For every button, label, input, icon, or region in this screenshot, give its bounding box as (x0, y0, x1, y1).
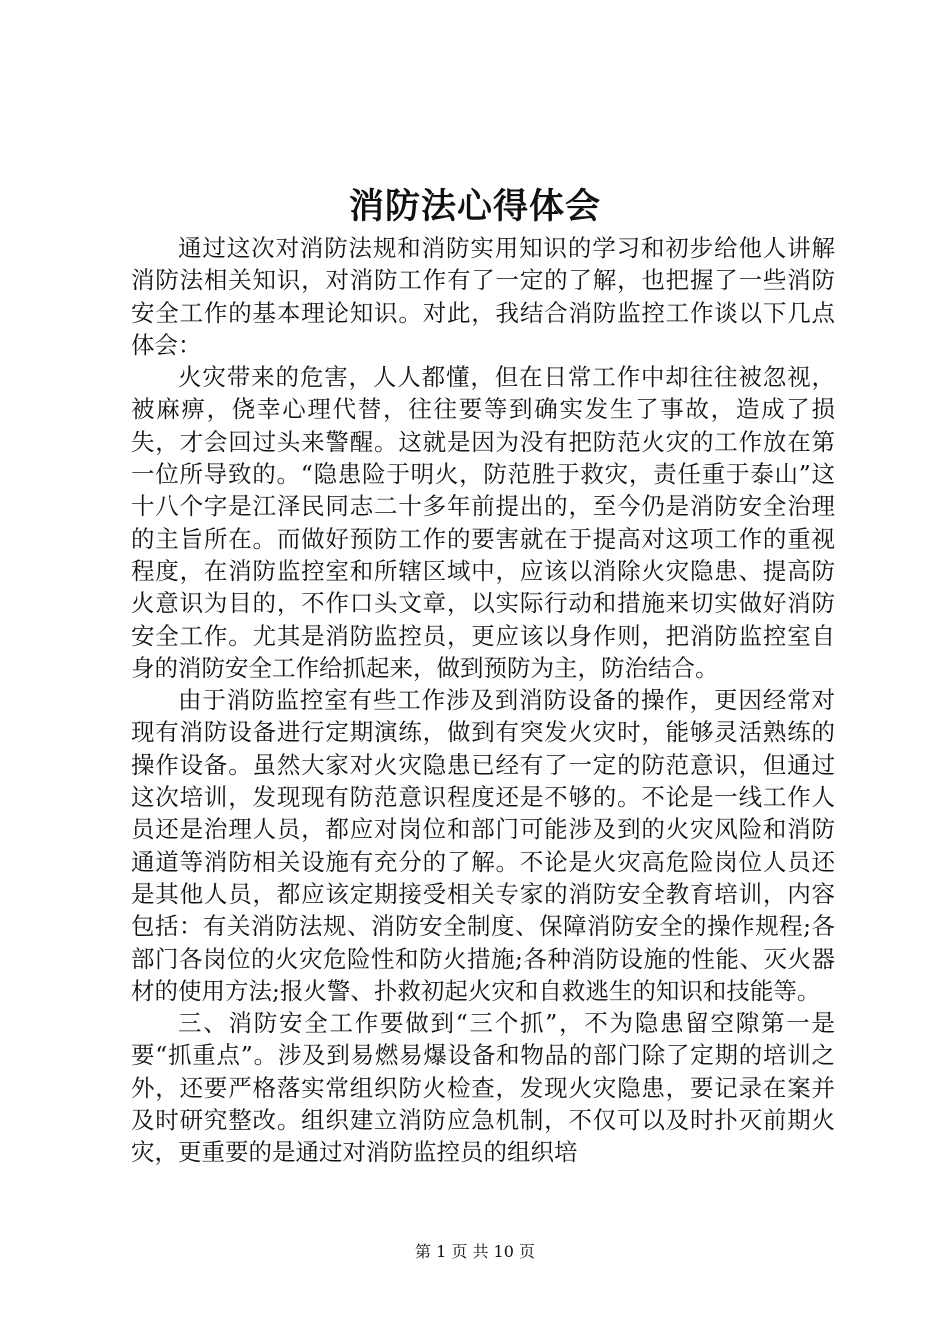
paragraph-intro: 通过这次对消防法规和消防实用知识的学习和初步给他人讲解消防法相关知识，对消防工作有了一定的了解，也把握了一些消防安全工作的基本理论知识。对此，我结合消防监控工作谈以下几点体会： (131, 234, 835, 359)
paragraph-fire-hazards: 火灾带来的危害，人人都懂，但在日常工作中却往往被忽视，被麻痹，侥幸心理代替，往往要等到确实发生了事故，造成了损失，才会回过头来警醒。这就是因为没有把防范火灾的工作放在第一位所导致的。“隐患险于明火，防范胜于救灾，责任重于泰山”这十八个字是江泽民同志二十多年前提出的，至今仍是消防安全治理的主旨所在。而做好预防工作的要害就在于提高对这项工作的重视程度，在消防监控室和所辖区域中，应该以消除火灾隐患、提高防火意识为目的，不作口头文章，以实际行动和措施来切实做好消防安全工作。尤其是消防监控员，更应该以身作则，把消防监控室自身的消防安全工作给抓起来，做到预防为主，防治结合。 (131, 363, 835, 682)
page-number-footer: 第 1 页 共 10 页 (415, 1242, 535, 1261)
paragraph-equipment-training: 由于消防监控室有些工作涉及到消防设备的操作，更因经常对现有消防设备进行定期演练，做到有突发火灾时，能够灵活熟练的操作设备。虽然大家对火灾隐患已经有了一定的防范意识，但通过这次培训，发现现有防范意识程度还是不够的。不论是一线工作人员还是治理人员，都应对岗位和部门可能涉及到的火灾风险和消防通道等消防相关设施有充分的了解。不论是火灾高危险岗位人员还是其他人员，都应该定期接受相关专家的消防安全教育培训，内容包括：有关消防法规、消防安全制度、保障消防安全的操作规程;各部门各岗位的火灾危险性和防火措施;各种消防设施的性能、灭火器材的使用方法;报火警、扑救初起火灾和自救逃生的知识和技能等。 (131, 686, 835, 1005)
document-body (131, 232, 835, 1169)
paragraph-three-grasps: 三、消防安全工作要做到“三个抓”，不为隐患留空隙第一是要“抓重点”。涉及到易燃易爆设备和物品的部门除了定期的培训之外，还要严格落实常组织防火检查，发现火灾隐患，要记录在案并及时研究整改。组织建立消防应急机制，不仅可以及时扑灭前期火灾，更重要的是通过对消防监控员的组织培 (131, 1009, 835, 1167)
page-title: 消防法心得体会 (348, 186, 601, 227)
